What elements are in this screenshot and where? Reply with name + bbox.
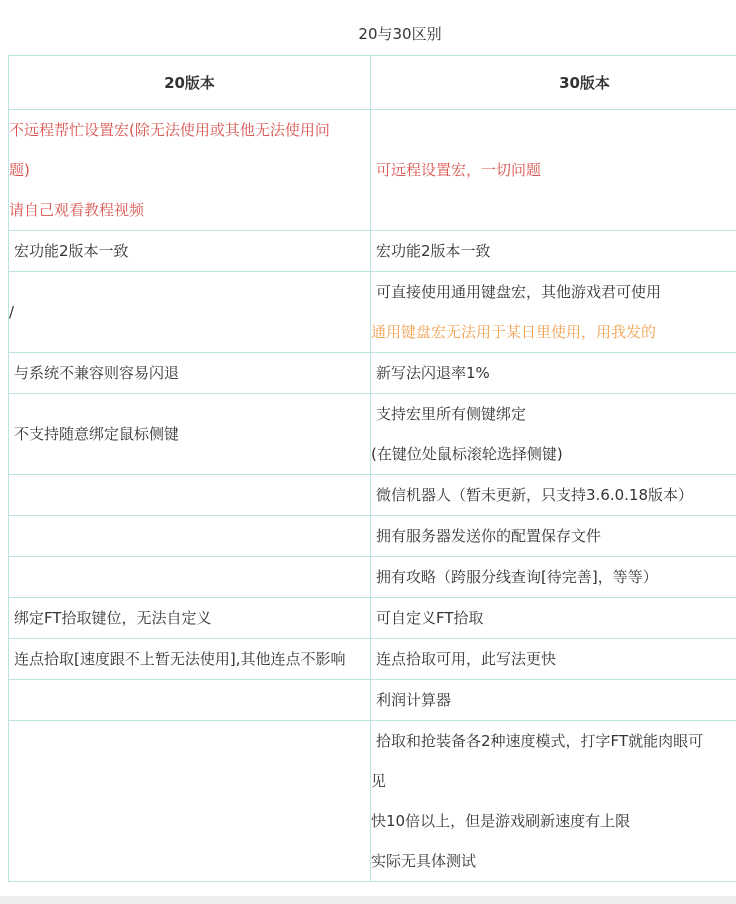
cell-v20 [9,598,371,639]
table-row [9,475,736,516]
cell-line: 连点拾取[速度跟不上暂无法使用],其他连点不影响 [14,650,346,668]
table-row [9,272,736,353]
cell-v20 [9,680,371,721]
cell-v20 [9,639,371,680]
cell-line [9,557,370,597]
cell-line: 新写法闪退率1% [376,364,490,382]
cell-v30 [371,598,736,639]
cell-line [9,475,370,515]
cell-line: 可直接使用通用键盘宏，其他游戏君可使用 [376,283,662,301]
table-row [9,394,736,475]
cell-line: 微信机器人（暂未更新，只支持3.6.0.18版本） [376,486,694,504]
cell-v20 [9,516,371,557]
cell-line: 拾取和抢装备各2种速度模式，打字FT就能肉眼可 [376,732,704,750]
cell-line: 可远程设置宏，一切问题 [376,161,542,179]
cell-line [9,680,370,720]
cell-v20 [9,353,371,394]
cell-v20 [9,231,371,272]
table-row [9,680,736,721]
table-row [9,598,736,639]
cell-line: 支持宏里所有侧键绑定 [376,405,527,423]
cell-v30 [371,231,736,272]
cell-line: 绑定FT拾取键位，无法自定义 [14,609,212,627]
table-row [9,721,736,882]
table-header-row [9,56,736,110]
cell-v30 [371,680,736,721]
cell-v20 [9,475,371,516]
cell-line: 利润计算器 [376,691,452,709]
cell-line [9,516,370,556]
table-row [9,639,736,680]
table-row [9,353,736,394]
page-bottom-bar [0,896,736,904]
cell-v30 [371,110,736,231]
cell-line: / [9,303,15,321]
cell-line: 题) [9,161,30,179]
comparison-table [8,55,736,882]
cell-v30 [371,639,736,680]
cell-line: 不支持随意绑定鼠标侧键 [14,425,180,443]
cell-line: 通用键盘宏无法用于某日里使用，用我发的 [371,323,657,341]
cell-line: 与系统不兼容则容易闪退 [14,364,180,382]
cell-line: 可自定义FT拾取 [376,609,484,627]
cell-line: 见 [371,772,387,790]
table-row [9,110,736,231]
table-row [9,231,736,272]
header-v20: 20版本 [9,56,371,110]
cell-v30 [371,557,736,598]
cell-v30 [371,272,736,353]
cell-v20 [9,110,371,231]
cell-line: 连点拾取可用，此写法更快 [376,650,557,668]
cell-line: 拥有攻略（跨服分线查询[待完善]，等等） [376,568,658,586]
cell-v30 [371,353,736,394]
cell-v20 [9,721,371,882]
cell-line: 拥有服务器发送你的配置保存文件 [376,527,602,545]
cell-v30 [371,394,736,475]
cell-line: (在键位处鼠标滚轮选择侧键) [371,445,563,463]
cell-line: 快10倍以上，但是游戏刷新速度有上限 [371,812,631,830]
table-row [9,557,736,598]
table-caption: 20与30区别 [358,25,442,43]
cell-line: 宏功能2版本一致 [376,242,491,260]
cell-line: 请自己观看教程视频 [9,201,145,219]
table-row [9,516,736,557]
cell-v30 [371,721,736,882]
cell-line [9,781,370,821]
cell-v30 [371,475,736,516]
cell-v20 [9,557,371,598]
cell-line: 宏功能2版本一致 [14,242,129,260]
cell-v30 [371,516,736,557]
cell-v20 [9,272,371,353]
cell-line: 实际无具体测试 [371,852,477,870]
cell-line: 不远程帮忙设置宏(除无法使用或其他无法使用问 [9,121,330,139]
header-v30: 30版本 [371,56,736,110]
cell-v20 [9,394,371,475]
